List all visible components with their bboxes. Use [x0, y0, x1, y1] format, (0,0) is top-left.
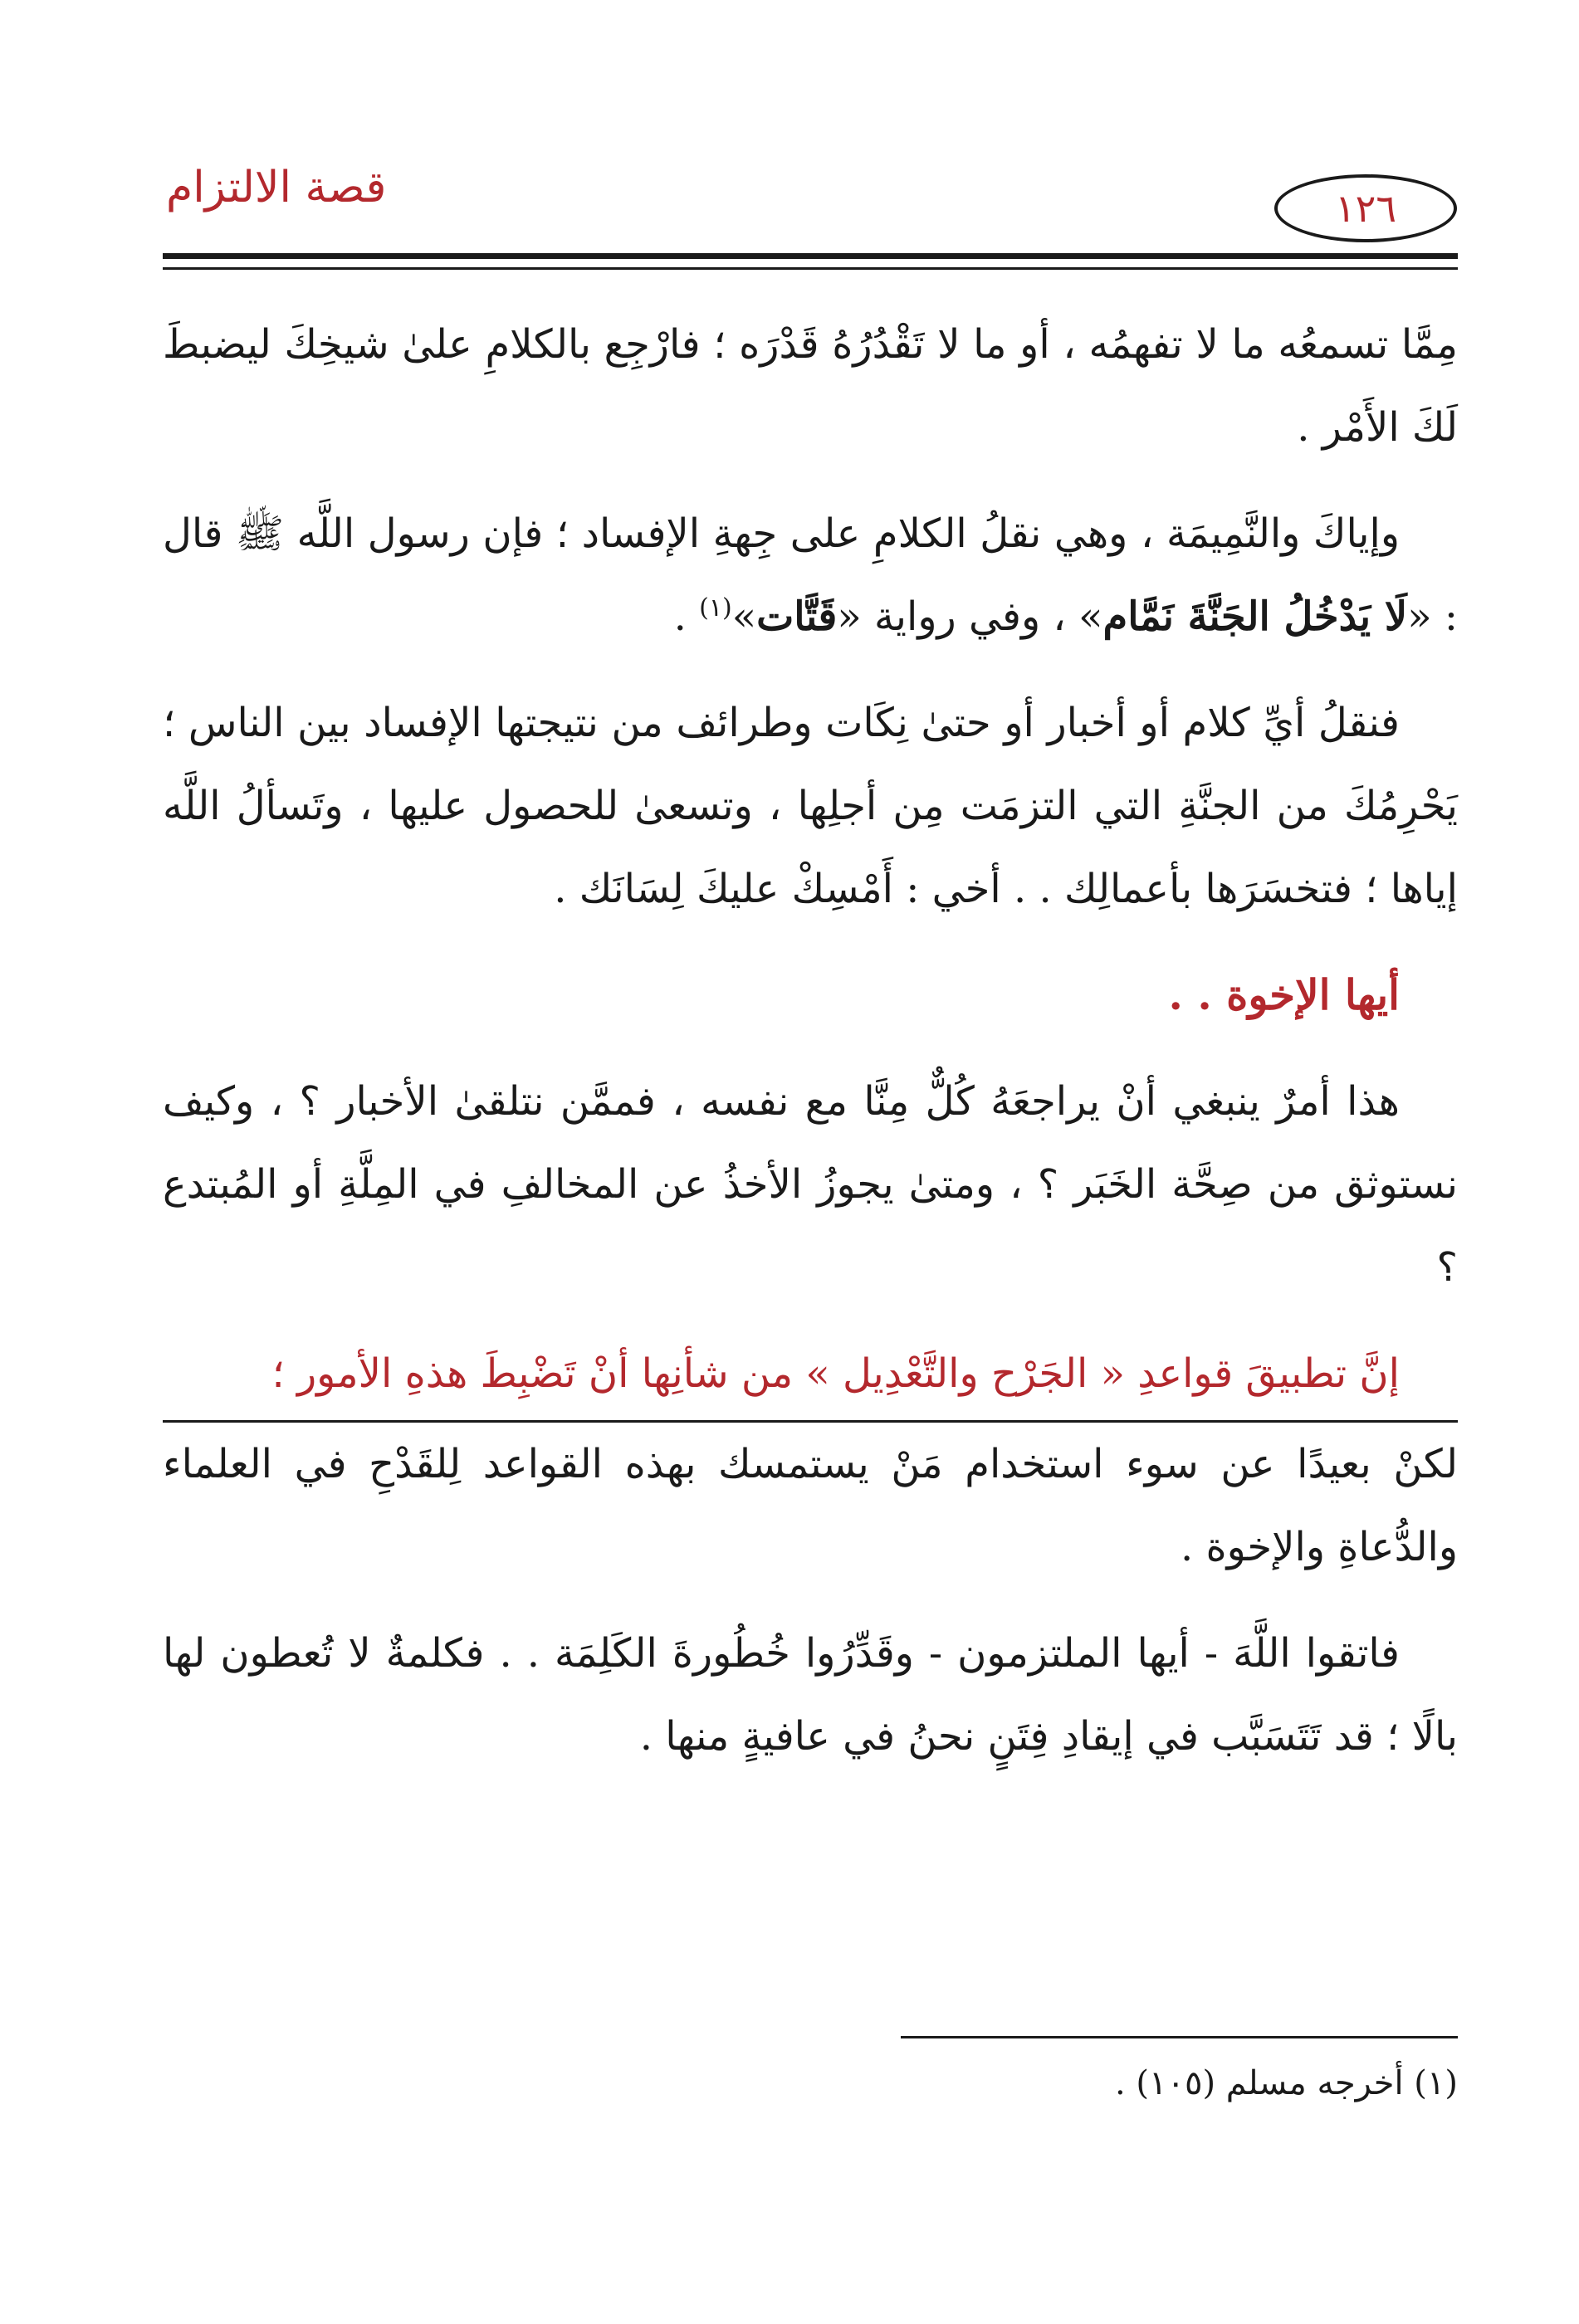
paragraph-2 [163, 492, 1458, 658]
paragraph-2-mid: » ، وفي رواية « [837, 593, 1103, 640]
paragraph-4: هذا أمرٌ ينبغي أنْ يراجعَهُ كُلٌّ مِنَّا مع نفسه ، فممَّن نتلقىٰ الأخبار ؟ ، وكيف نستوثق من صِحَّة الخَبَر ؟ ، ومتىٰ يجوزُ الأخذُ عن المخالفِ في المِلَّةِ أو المُبتدع ؟ [163, 1078, 1458, 1291]
header-rule-thick [163, 253, 1458, 259]
page-body [163, 303, 1458, 1801]
running-title: قصة الالتزام [166, 163, 387, 212]
paragraph-2-start: وإياكَ والنَّمِيمَة ، وهي نقلُ الكلامِ على جِهةِ الإفساد ؛ فإن رسول اللَّه ﷺ قال : « [163, 510, 1458, 640]
paragraph-6: فاتقوا اللَّهَ - أيها الملتزمون - وقَدِّرُوا خُطُورةَ الكَلِمَة . . فكلمةٌ لا تُعطون لها بالًا ؛ قد تَتَسَبَّب في إيقادِ فِتَنٍ نحنُ في عافيةٍ منها . [163, 1630, 1458, 1760]
paragraph-2-end: . [673, 593, 700, 640]
footnote: (١) أخرجه مسلم (١٠٥) . [1114, 2064, 1458, 2102]
section-subheading: أيها الإخوة . . [1168, 970, 1400, 1019]
footnote-ref: (١) [699, 593, 732, 622]
hadith-text: لَا يَدْخُلُ الجَنَّةَ نَمَّام [1102, 593, 1408, 640]
paragraph-5-continuation: لكنْ بعيدًا عن سوء استخدام مَنْ يستمسك بهذه القواعد لِلقَدْحِ في العلماء والدُّعاةِ والإخوة . [163, 1441, 1458, 1570]
paragraph-3: فنقلُ أيِّ كلام أو أخبار أو حتىٰ نِكَات وطرائف من نتيجتها الإفساد بين الناس ؛ يَحْرِمُكَ من الجنَّةِ التي التزمَت مِن أجلِها ، وتسعىٰ للحصول عليها ، وتَسألُ اللَّه إياها ؛ فتخسَرَها بأعمالِك . . أخي : أَمْسِكْ عليكَ لِسَانَك . [163, 700, 1458, 912]
paragraph-1: مِمَّا تسمعُه ما لا تفهمُه ، أو ما لا تَقْدُرُهُ قَدْرَه ؛ فارْجِع بالكلامِ علىٰ شيخِكَ ليضبطَ لَكَ الأَمْر . [163, 321, 1458, 451]
paragraph-2-end-quote: » [731, 593, 757, 640]
header-rule-thin [163, 267, 1458, 270]
page-header [0, 0, 1579, 286]
footnote-divider [901, 2036, 1458, 2038]
page-number: ١٢٦ [1334, 186, 1397, 231]
page-number-badge [1274, 174, 1457, 242]
hadith-variant: قَتَّات [756, 593, 838, 640]
highlighted-statement: إنَّ تطبيقَ قواعدِ « الجَرْح والتَّعْدِيل » من شأنِها أنْ تَضْبِطَ هذهِ الأمور ؛ [163, 1332, 1458, 1423]
